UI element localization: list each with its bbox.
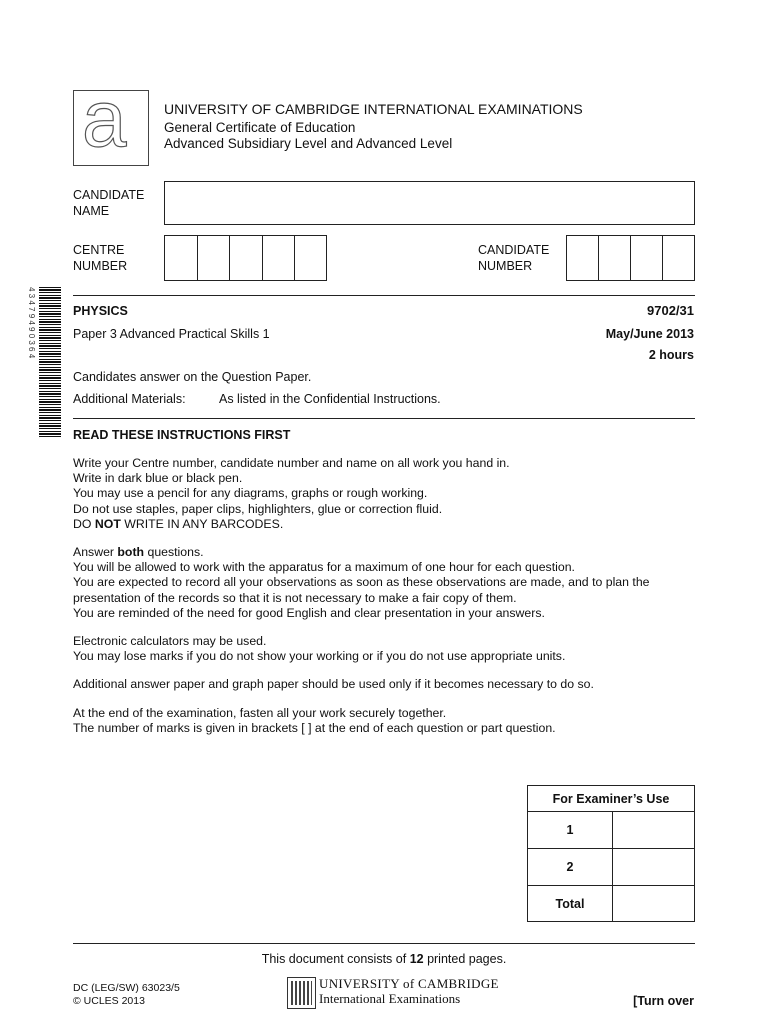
barcode (29, 287, 61, 437)
mark-cell[interactable] (613, 812, 695, 849)
instruction-line: Electronic calculators may be used. (73, 634, 267, 649)
label-line: NAME (73, 204, 110, 218)
barcode-instruction (73, 517, 698, 532)
paper-title: Paper 3 Advanced Practical Skills 1 (73, 327, 270, 341)
divider (73, 418, 695, 419)
text: WRITE IN ANY BARCODES. (120, 516, 284, 531)
instruction-line: You will be allowed to work with the apparatus for a maximum of one hour for each question. (73, 560, 575, 575)
instruction-line: At the end of the examination, fasten all your work securely together. (73, 705, 447, 720)
label-line: CENTRE (73, 243, 125, 257)
divider (73, 295, 695, 296)
instruction-line: You may lose marks if you do not show your working or if you do not use appropriate units. (73, 649, 566, 664)
board-name: UNIVERSITY OF CAMBRIDGE INTERNATIONAL EXAMINATIONS (164, 101, 583, 117)
digit-cell[interactable] (567, 236, 598, 280)
examiner-use-table (527, 785, 695, 922)
digit-cell[interactable] (630, 236, 662, 280)
answer-location: Candidates answer on the Question Paper. (73, 370, 312, 384)
instructions-heading: READ THESE INSTRUCTIONS FIRST (73, 428, 291, 442)
label-line: NUMBER (478, 259, 533, 273)
materials-value: As listed in the Confidential Instructions. (219, 392, 441, 406)
exam-board-logo (73, 74, 149, 166)
text: This document consists of (261, 952, 410, 966)
digit-cell[interactable] (598, 236, 630, 280)
text: questions. (144, 545, 204, 560)
instruction-line: Write your Centre number, candidate number and name on all work you hand in. (73, 456, 510, 470)
candidate-name-label (73, 187, 144, 219)
instruction-line: You are reminded of the need for good English and clear presentation in your answers. (73, 605, 545, 620)
university-crest-icon (287, 977, 316, 1009)
barcode-bars (39, 287, 61, 437)
instruction-line: presentation of the records so that it is not necessary to make a fair copy of them. (73, 590, 517, 605)
total-label: Total (528, 886, 613, 922)
mark-cell[interactable] (613, 849, 695, 886)
label-line: CANDIDATE (478, 243, 550, 257)
question-label: 2 (528, 849, 613, 886)
label-line: CANDIDATE (73, 188, 145, 202)
centre-number-field[interactable] (164, 235, 327, 281)
text: printed pages. (423, 952, 507, 966)
subject: PHYSICS (73, 304, 128, 318)
candidate-name-field[interactable] (164, 181, 695, 225)
instruction-line: You are expected to record all your observations as soon as these observations are made, and to plan the (73, 575, 650, 590)
answer-instruction (73, 545, 698, 560)
instruction-line: Do not use staples, paper clips, highlighters, glue or correction fluid. (73, 501, 443, 516)
total-mark-cell[interactable] (613, 886, 695, 922)
divider (73, 943, 695, 944)
digit-cell[interactable] (294, 236, 326, 280)
text: DO (73, 516, 95, 531)
page-count-number: 12 (409, 952, 424, 966)
materials-label: Additional Materials: (73, 392, 186, 406)
emphasis: NOT (94, 516, 121, 531)
question-label: 1 (528, 812, 613, 849)
barcode-digits: 4 3 4 7 9 4 9 0 3 6 4 (27, 287, 36, 359)
logo-letter: a (82, 74, 127, 163)
exam-duration: 2 hours (648, 348, 694, 362)
digit-cell[interactable] (197, 236, 229, 280)
qualification-level: Advanced Subsidiary Level and Advanced Level (164, 136, 453, 151)
university-logo-text: UNIVERSITY of CAMBRIDGE (319, 976, 499, 991)
candidate-number-field[interactable] (566, 235, 695, 281)
digit-cell[interactable] (229, 236, 262, 280)
instruction-line: The number of marks is given in brackets [ ] at the end of each question or part question. (73, 720, 556, 735)
examiner-table-heading: For Examiner’s Use (528, 786, 695, 812)
turn-over: [Turn over (633, 994, 694, 1008)
instruction-line: You may use a pencil for any diagrams, graphs or rough working. (73, 486, 428, 501)
page-count (0, 952, 768, 966)
document-reference: DC (LEG/SW) 63023/5 (73, 982, 180, 994)
digit-cell[interactable] (165, 236, 197, 280)
label-line: NUMBER (73, 259, 128, 273)
instructions-body (73, 456, 698, 736)
digit-cell[interactable] (262, 236, 294, 280)
paper-code: 9702/31 (647, 303, 694, 318)
emphasis: both (117, 545, 145, 560)
digit-cell[interactable] (662, 236, 694, 280)
instruction-line: Additional answer paper and graph paper should be used only if it becomes necessary to do so. (73, 677, 594, 692)
copyright: © UCLES 2013 (73, 995, 145, 1007)
text: Answer (73, 545, 118, 560)
centre-number-label (73, 242, 127, 274)
university-logo-subtext: International Examinations (319, 991, 461, 1006)
instruction-line: Write in dark blue or black pen. (73, 471, 243, 486)
candidate-number-label (478, 242, 549, 274)
qualification: General Certificate of Education (164, 120, 356, 135)
exam-session: May/June 2013 (605, 327, 694, 341)
